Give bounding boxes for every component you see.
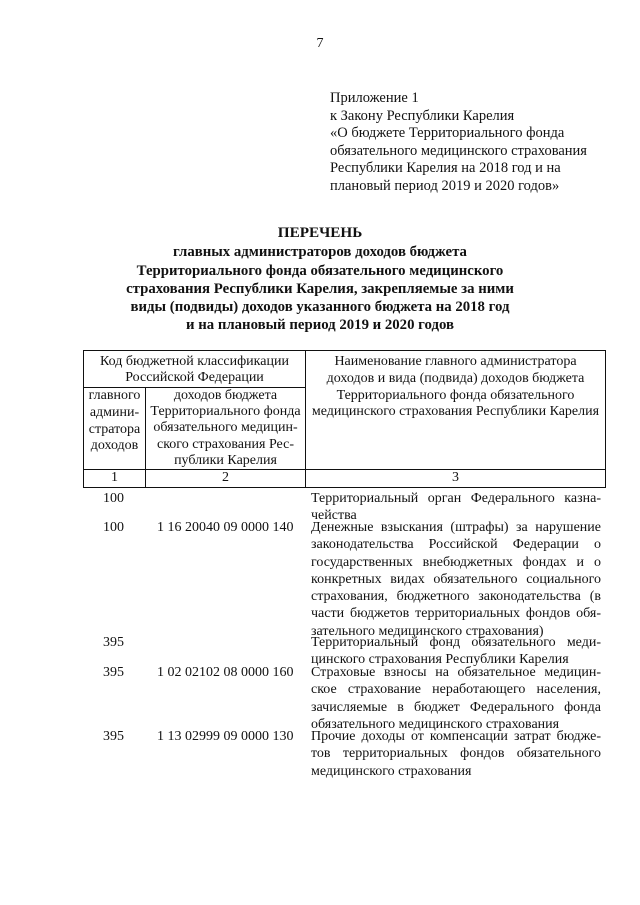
col2-header: доходов бюджета Территориального фонда обязательного медицин- ского страхования Рес- публики Карелия <box>150 388 301 468</box>
page-number: 7 <box>316 36 324 51</box>
income-name: Прочие доходы от компенсации затрат бюдже- тов территориальных фондов обязательного медицинского страхования <box>311 729 601 779</box>
income-code: 1 13 02999 09 0000 130 <box>157 729 294 744</box>
col1-header: главного админи- стратора доходов <box>88 388 141 454</box>
numbers-bottom-line <box>83 487 606 488</box>
title-main: ПЕРЕЧЕНЬ <box>277 224 363 241</box>
col-number-3: 3 <box>452 470 459 485</box>
document-title <box>0 224 640 335</box>
income-name: Денежные взыскания (штрафы) за нарушение законодательства Российской Федерации о государственных внебюджетных фондах и о конкретных видах обязательного социального страхования, бюджетного законодательства (в части бюджетов территориальных фондов обя- зательного медицинского страхования) <box>311 520 601 639</box>
title-line: и на плановый период 2019 и 2020 годов <box>185 317 455 334</box>
income-name: Страховые взносы на обязательное медицин- ское страхование неработающего населения, зачисляемые в бюджет Федерального фонда обязательного медицинского страхования <box>311 665 601 732</box>
group-header: Код бюджетной классификации Российской Федерации <box>100 354 289 386</box>
appendix-line: «О бюджете Территориального фонда <box>330 125 565 142</box>
title-line: страхования Республики Карелия, закрепляемые за ними <box>126 280 514 297</box>
title-line: Территориального фонда обязательного медицинского <box>136 262 504 279</box>
table-border-top <box>83 350 606 351</box>
income-name: Территориальный орган Федерального казна- чейства <box>311 491 601 524</box>
admin-code: 100 <box>103 520 124 535</box>
appendix-line: Приложение 1 <box>330 90 419 106</box>
title-line: виды (подвиды) доходов указанного бюджета на 2018 год <box>130 299 510 316</box>
appendix-line: плановый период 2019 и 2020 годов» <box>330 177 560 194</box>
admin-code: 100 <box>103 491 124 506</box>
title-line: главных администраторов доходов бюджета <box>173 244 467 261</box>
admin-code: 395 <box>103 635 124 650</box>
admin-code: 395 <box>103 729 124 744</box>
table-border-right <box>605 350 606 488</box>
appendix-caption <box>330 90 630 196</box>
col3-header: Наименование главного администратора доходов и вида (подвида) доходов бюджета Территориального фонда обязательного медицинского страхования Республики Карелия <box>311 354 600 420</box>
col-number-1: 1 <box>111 470 118 485</box>
income-code: 1 16 20040 09 0000 140 <box>157 520 294 535</box>
income-name: Территориальный фонд обязательного меди- цинского страхования Республики Карелия <box>311 635 601 668</box>
income-code: 1 02 02102 08 0000 160 <box>157 665 294 680</box>
admin-code: 395 <box>103 665 124 680</box>
col-number-2: 2 <box>222 470 229 485</box>
appendix-line: к Закону Республики Карелия <box>330 107 515 124</box>
appendix-line: обязательного медицинского страхования <box>330 142 587 159</box>
appendix-line: Республики Карелия на 2018 год и на <box>330 160 561 177</box>
